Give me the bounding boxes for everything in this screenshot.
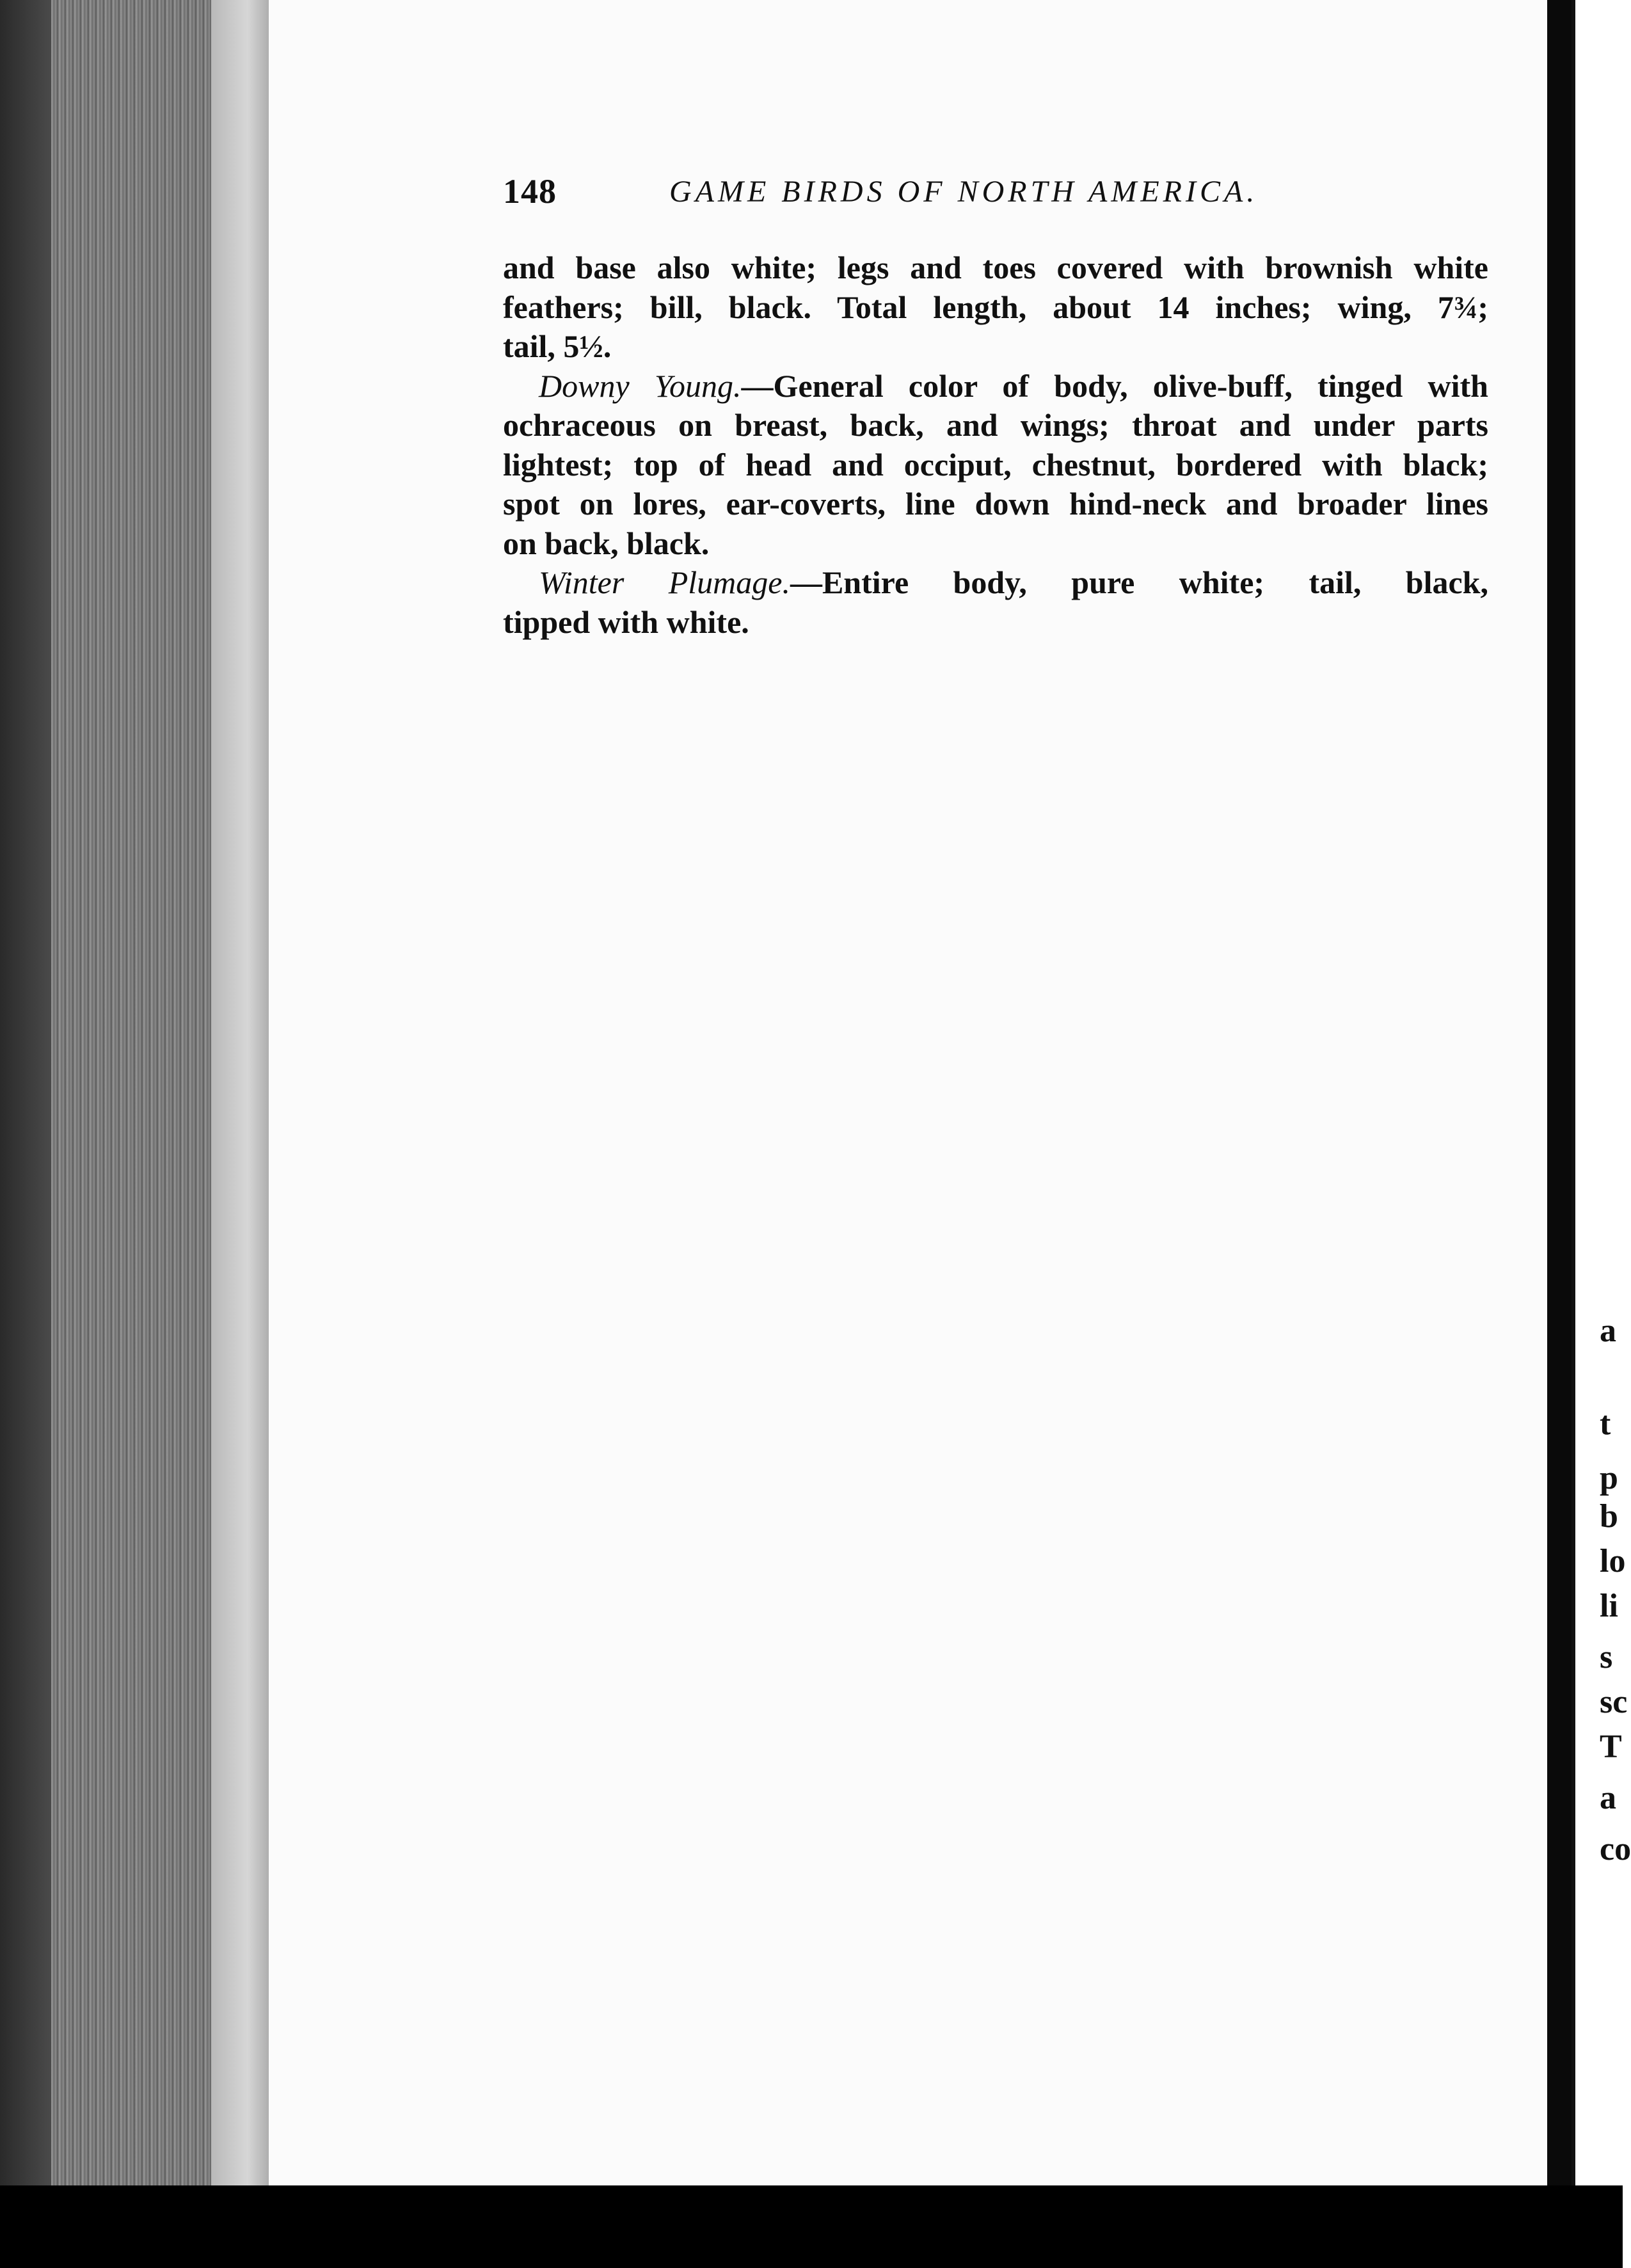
text-line: lightest; top of head and occiput, chestnut, bordered with black; [503,446,1488,483]
text-line: and base also white; legs and toes covered with brownish white [503,250,1488,285]
winter-plumage-paragraph-start [503,563,1488,603]
page-header [503,172,1328,216]
text-line: on back, black. [503,525,710,561]
next-page-fragment: t [1600,1405,1611,1442]
text-line: spot on lores, ear-coverts, line down hind-neck and broader lines [503,486,1488,522]
book-edge-highlight [211,0,272,2189]
next-page-fragment: b [1600,1498,1618,1535]
text-line: tail, 5½. [503,328,612,364]
book-gutter [1547,0,1571,2189]
next-page-fragment: sc [1600,1684,1628,1720]
downy-young-label: Downy Young. [539,367,742,404]
next-page-fragment: li [1600,1588,1618,1624]
next-page-fragment: co [1600,1831,1631,1867]
page-body [503,248,1488,642]
text-line: —General color of body, olive-buff, tinged with [741,367,1488,404]
text-line: tipped with white. [503,603,749,640]
downy-young-paragraph-start [503,367,1488,406]
text-line: ochraceous on breast, back, and wings; throat and under parts [503,407,1488,443]
page-number: 148 [503,172,557,211]
next-page-fragment: a [1600,1313,1616,1349]
next-page-fragment: lo [1600,1543,1626,1579]
text-line: —Entire body, pure white; tail, black, [790,564,1488,600]
winter-plumage-label: Winter Plumage. [539,564,790,600]
running-head: GAME BIRDS OF NORTH AMERICA. [669,175,1259,209]
book-spine-shadow [0,0,51,2189]
next-page-fragment: s [1600,1639,1613,1675]
next-page-fragment: a [1600,1780,1616,1816]
scan-bottom-border [0,2185,1623,2268]
next-page-fragment: T [1600,1729,1622,1765]
next-page-fragment: p [1600,1460,1618,1496]
text-line: feathers; bill, black. Total length, about 14 inches; wing, 7¾; [503,289,1488,325]
